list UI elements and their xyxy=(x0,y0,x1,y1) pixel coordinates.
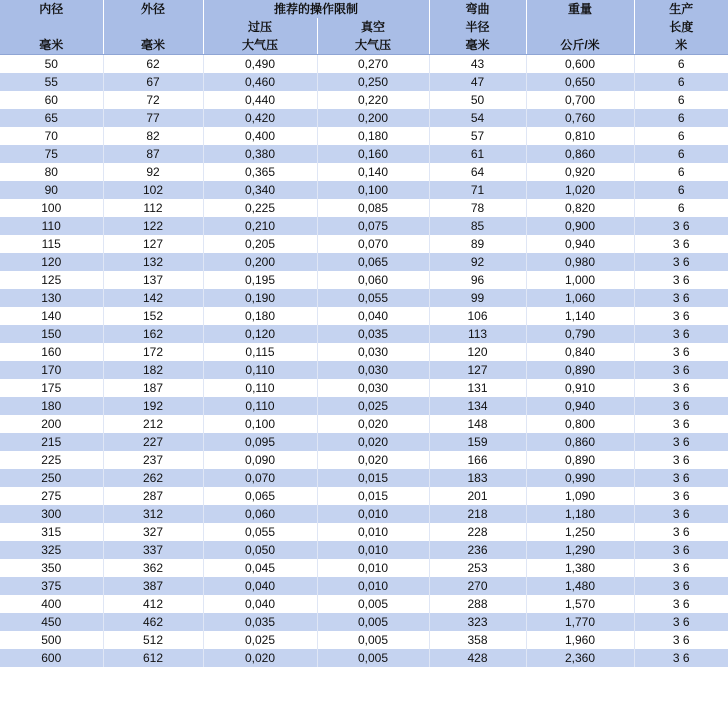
cell-bend-radius: 92 xyxy=(429,253,526,271)
header-operating-limits: 推荐的操作限制 xyxy=(203,0,429,18)
table-row xyxy=(0,541,728,559)
cell-inner-diameter: 350 xyxy=(0,559,103,577)
cell-bend-radius: 288 xyxy=(429,595,526,613)
table-row xyxy=(0,505,728,523)
cell-inner-diameter: 60 xyxy=(0,91,103,109)
table-row xyxy=(0,73,728,91)
cell-vacuum: 0,200 xyxy=(317,109,429,127)
cell-outer-diameter: 212 xyxy=(103,415,203,433)
cell-weight: 1,140 xyxy=(526,307,634,325)
cell-length: 6 xyxy=(634,73,728,91)
cell-weight: 0,650 xyxy=(526,73,634,91)
cell-vacuum: 0,005 xyxy=(317,613,429,631)
table-row xyxy=(0,559,728,577)
cell-vacuum: 0,070 xyxy=(317,235,429,253)
cell-inner-diameter: 50 xyxy=(0,55,103,74)
cell-overpressure: 0,365 xyxy=(203,163,317,181)
cell-bend-radius: 85 xyxy=(429,217,526,235)
cell-bend-radius: 78 xyxy=(429,199,526,217)
cell-vacuum: 0,030 xyxy=(317,343,429,361)
cell-overpressure: 0,100 xyxy=(203,415,317,433)
cell-bend-radius: 218 xyxy=(429,505,526,523)
cell-weight: 0,990 xyxy=(526,469,634,487)
cell-bend-radius: 57 xyxy=(429,127,526,145)
cell-length: 3 6 xyxy=(634,235,728,253)
cell-outer-diameter: 77 xyxy=(103,109,203,127)
cell-weight: 1,380 xyxy=(526,559,634,577)
cell-inner-diameter: 160 xyxy=(0,343,103,361)
cell-overpressure: 0,110 xyxy=(203,379,317,397)
cell-weight: 1,290 xyxy=(526,541,634,559)
cell-vacuum: 0,030 xyxy=(317,361,429,379)
cell-overpressure: 0,400 xyxy=(203,127,317,145)
table-row xyxy=(0,271,728,289)
cell-overpressure: 0,050 xyxy=(203,541,317,559)
header-empty xyxy=(103,18,203,36)
cell-bend-radius: 47 xyxy=(429,73,526,91)
cell-weight: 0,910 xyxy=(526,379,634,397)
cell-vacuum: 0,015 xyxy=(317,469,429,487)
header-radius: 半径 xyxy=(429,18,526,36)
cell-outer-diameter: 102 xyxy=(103,181,203,199)
cell-outer-diameter: 187 xyxy=(103,379,203,397)
cell-weight: 0,700 xyxy=(526,91,634,109)
cell-length: 3 6 xyxy=(634,361,728,379)
cell-inner-diameter: 115 xyxy=(0,235,103,253)
cell-length: 3 6 xyxy=(634,271,728,289)
header-length: 长度 xyxy=(634,18,728,36)
cell-length: 3 6 xyxy=(634,487,728,505)
cell-length: 3 6 xyxy=(634,541,728,559)
cell-weight: 1,060 xyxy=(526,289,634,307)
cell-bend-radius: 253 xyxy=(429,559,526,577)
cell-length: 3 6 xyxy=(634,523,728,541)
cell-outer-diameter: 462 xyxy=(103,613,203,631)
cell-outer-diameter: 512 xyxy=(103,631,203,649)
unit-outer-diameter: 毫米 xyxy=(103,36,203,55)
cell-length: 3 6 xyxy=(634,379,728,397)
cell-bend-radius: 201 xyxy=(429,487,526,505)
cell-overpressure: 0,190 xyxy=(203,289,317,307)
cell-outer-diameter: 127 xyxy=(103,235,203,253)
table-row xyxy=(0,451,728,469)
header-production: 生产 xyxy=(634,0,728,18)
cell-inner-diameter: 315 xyxy=(0,523,103,541)
cell-inner-diameter: 170 xyxy=(0,361,103,379)
cell-length: 3 6 xyxy=(634,451,728,469)
cell-inner-diameter: 450 xyxy=(0,613,103,631)
cell-inner-diameter: 65 xyxy=(0,109,103,127)
cell-outer-diameter: 287 xyxy=(103,487,203,505)
cell-weight: 0,860 xyxy=(526,433,634,451)
cell-outer-diameter: 142 xyxy=(103,289,203,307)
table-row xyxy=(0,145,728,163)
cell-overpressure: 0,205 xyxy=(203,235,317,253)
cell-vacuum: 0,015 xyxy=(317,487,429,505)
cell-overpressure: 0,210 xyxy=(203,217,317,235)
table-row xyxy=(0,235,728,253)
table-row xyxy=(0,379,728,397)
cell-vacuum: 0,075 xyxy=(317,217,429,235)
cell-weight: 1,020 xyxy=(526,181,634,199)
cell-vacuum: 0,005 xyxy=(317,649,429,667)
unit-inner-diameter: 毫米 xyxy=(0,36,103,55)
table-row xyxy=(0,109,728,127)
table-row xyxy=(0,487,728,505)
cell-length: 3 6 xyxy=(634,307,728,325)
cell-length: 6 xyxy=(634,199,728,217)
cell-length: 3 6 xyxy=(634,397,728,415)
table-row xyxy=(0,91,728,109)
cell-inner-diameter: 325 xyxy=(0,541,103,559)
cell-weight: 1,960 xyxy=(526,631,634,649)
table-row xyxy=(0,127,728,145)
cell-overpressure: 0,070 xyxy=(203,469,317,487)
cell-bend-radius: 148 xyxy=(429,415,526,433)
cell-overpressure: 0,195 xyxy=(203,271,317,289)
table-row xyxy=(0,181,728,199)
cell-weight: 0,840 xyxy=(526,343,634,361)
cell-overpressure: 0,090 xyxy=(203,451,317,469)
cell-overpressure: 0,020 xyxy=(203,649,317,667)
cell-vacuum: 0,010 xyxy=(317,541,429,559)
cell-weight: 0,940 xyxy=(526,397,634,415)
cell-overpressure: 0,060 xyxy=(203,505,317,523)
cell-length: 3 6 xyxy=(634,415,728,433)
cell-vacuum: 0,270 xyxy=(317,55,429,74)
cell-inner-diameter: 70 xyxy=(0,127,103,145)
cell-inner-diameter: 375 xyxy=(0,577,103,595)
cell-inner-diameter: 80 xyxy=(0,163,103,181)
cell-outer-diameter: 152 xyxy=(103,307,203,325)
cell-outer-diameter: 137 xyxy=(103,271,203,289)
cell-length: 6 xyxy=(634,55,728,74)
cell-length: 3 6 xyxy=(634,469,728,487)
cell-weight: 0,890 xyxy=(526,451,634,469)
cell-outer-diameter: 192 xyxy=(103,397,203,415)
cell-bend-radius: 71 xyxy=(429,181,526,199)
cell-weight: 1,250 xyxy=(526,523,634,541)
cell-overpressure: 0,440 xyxy=(203,91,317,109)
cell-bend-radius: 50 xyxy=(429,91,526,109)
cell-length: 6 xyxy=(634,145,728,163)
cell-outer-diameter: 337 xyxy=(103,541,203,559)
cell-outer-diameter: 132 xyxy=(103,253,203,271)
cell-weight: 1,770 xyxy=(526,613,634,631)
cell-outer-diameter: 262 xyxy=(103,469,203,487)
cell-bend-radius: 64 xyxy=(429,163,526,181)
cell-vacuum: 0,005 xyxy=(317,595,429,613)
header-units-row xyxy=(0,36,728,55)
cell-inner-diameter: 90 xyxy=(0,181,103,199)
cell-outer-diameter: 612 xyxy=(103,649,203,667)
cell-weight: 2,360 xyxy=(526,649,634,667)
unit-vacuum: 大气压 xyxy=(317,36,429,55)
header-weight: 重量 xyxy=(526,0,634,18)
cell-inner-diameter: 250 xyxy=(0,469,103,487)
cell-outer-diameter: 162 xyxy=(103,325,203,343)
cell-inner-diameter: 300 xyxy=(0,505,103,523)
cell-inner-diameter: 120 xyxy=(0,253,103,271)
cell-length: 3 6 xyxy=(634,433,728,451)
cell-weight: 0,760 xyxy=(526,109,634,127)
cell-vacuum: 0,020 xyxy=(317,451,429,469)
cell-length: 3 6 xyxy=(634,343,728,361)
cell-vacuum: 0,010 xyxy=(317,505,429,523)
cell-bend-radius: 183 xyxy=(429,469,526,487)
cell-length: 6 xyxy=(634,127,728,145)
cell-overpressure: 0,200 xyxy=(203,253,317,271)
cell-outer-diameter: 172 xyxy=(103,343,203,361)
cell-length: 3 6 xyxy=(634,325,728,343)
cell-inner-diameter: 225 xyxy=(0,451,103,469)
unit-overpressure: 大气压 xyxy=(203,36,317,55)
cell-overpressure: 0,380 xyxy=(203,145,317,163)
cell-weight: 1,480 xyxy=(526,577,634,595)
cell-vacuum: 0,025 xyxy=(317,397,429,415)
cell-weight: 0,820 xyxy=(526,199,634,217)
cell-weight: 1,000 xyxy=(526,271,634,289)
cell-overpressure: 0,180 xyxy=(203,307,317,325)
cell-overpressure: 0,040 xyxy=(203,595,317,613)
cell-weight: 0,860 xyxy=(526,145,634,163)
cell-weight: 0,810 xyxy=(526,127,634,145)
cell-vacuum: 0,140 xyxy=(317,163,429,181)
cell-vacuum: 0,160 xyxy=(317,145,429,163)
cell-vacuum: 0,020 xyxy=(317,415,429,433)
cell-outer-diameter: 312 xyxy=(103,505,203,523)
cell-bend-radius: 270 xyxy=(429,577,526,595)
cell-inner-diameter: 175 xyxy=(0,379,103,397)
cell-overpressure: 0,225 xyxy=(203,199,317,217)
table-row xyxy=(0,523,728,541)
cell-inner-diameter: 200 xyxy=(0,415,103,433)
cell-length: 3 6 xyxy=(634,631,728,649)
cell-bend-radius: 428 xyxy=(429,649,526,667)
cell-bend-radius: 89 xyxy=(429,235,526,253)
table-row xyxy=(0,307,728,325)
table-row xyxy=(0,577,728,595)
cell-outer-diameter: 327 xyxy=(103,523,203,541)
cell-length: 6 xyxy=(634,91,728,109)
cell-overpressure: 0,035 xyxy=(203,613,317,631)
cell-vacuum: 0,040 xyxy=(317,307,429,325)
header-overpressure: 过压 xyxy=(203,18,317,36)
cell-inner-diameter: 600 xyxy=(0,649,103,667)
header-row-2 xyxy=(0,18,728,36)
cell-overpressure: 0,065 xyxy=(203,487,317,505)
cell-bend-radius: 127 xyxy=(429,361,526,379)
cell-inner-diameter: 100 xyxy=(0,199,103,217)
cell-inner-diameter: 125 xyxy=(0,271,103,289)
table-row xyxy=(0,433,728,451)
table-row xyxy=(0,199,728,217)
cell-vacuum: 0,055 xyxy=(317,289,429,307)
table-row xyxy=(0,55,728,74)
cell-bend-radius: 134 xyxy=(429,397,526,415)
cell-weight: 0,940 xyxy=(526,235,634,253)
cell-length: 3 6 xyxy=(634,595,728,613)
cell-overpressure: 0,045 xyxy=(203,559,317,577)
table-row xyxy=(0,343,728,361)
cell-overpressure: 0,055 xyxy=(203,523,317,541)
cell-outer-diameter: 67 xyxy=(103,73,203,91)
cell-inner-diameter: 110 xyxy=(0,217,103,235)
cell-inner-diameter: 500 xyxy=(0,631,103,649)
cell-bend-radius: 113 xyxy=(429,325,526,343)
cell-overpressure: 0,340 xyxy=(203,181,317,199)
cell-weight: 1,180 xyxy=(526,505,634,523)
cell-outer-diameter: 237 xyxy=(103,451,203,469)
cell-overpressure: 0,025 xyxy=(203,631,317,649)
cell-vacuum: 0,035 xyxy=(317,325,429,343)
cell-outer-diameter: 112 xyxy=(103,199,203,217)
table-row xyxy=(0,613,728,631)
cell-length: 3 6 xyxy=(634,217,728,235)
table-row xyxy=(0,415,728,433)
table-row xyxy=(0,163,728,181)
cell-vacuum: 0,010 xyxy=(317,577,429,595)
table-row xyxy=(0,325,728,343)
cell-weight: 1,570 xyxy=(526,595,634,613)
cell-bend-radius: 358 xyxy=(429,631,526,649)
table-header xyxy=(0,0,728,55)
cell-length: 3 6 xyxy=(634,289,728,307)
cell-weight: 0,900 xyxy=(526,217,634,235)
table-row xyxy=(0,361,728,379)
cell-vacuum: 0,005 xyxy=(317,631,429,649)
cell-vacuum: 0,010 xyxy=(317,523,429,541)
cell-inner-diameter: 140 xyxy=(0,307,103,325)
cell-vacuum: 0,220 xyxy=(317,91,429,109)
cell-outer-diameter: 227 xyxy=(103,433,203,451)
header-inner-diameter: 内径 xyxy=(0,0,103,18)
cell-overpressure: 0,490 xyxy=(203,55,317,74)
cell-vacuum: 0,250 xyxy=(317,73,429,91)
cell-bend-radius: 99 xyxy=(429,289,526,307)
cell-length: 6 xyxy=(634,163,728,181)
cell-overpressure: 0,095 xyxy=(203,433,317,451)
cell-bend-radius: 43 xyxy=(429,55,526,74)
cell-outer-diameter: 122 xyxy=(103,217,203,235)
cell-overpressure: 0,115 xyxy=(203,343,317,361)
table-row xyxy=(0,649,728,667)
cell-weight: 0,800 xyxy=(526,415,634,433)
cell-inner-diameter: 55 xyxy=(0,73,103,91)
cell-bend-radius: 54 xyxy=(429,109,526,127)
cell-bend-radius: 166 xyxy=(429,451,526,469)
cell-length: 3 6 xyxy=(634,613,728,631)
cell-vacuum: 0,020 xyxy=(317,433,429,451)
cell-outer-diameter: 92 xyxy=(103,163,203,181)
cell-inner-diameter: 180 xyxy=(0,397,103,415)
header-outer-diameter: 外径 xyxy=(103,0,203,18)
cell-weight: 0,980 xyxy=(526,253,634,271)
table-row xyxy=(0,289,728,307)
cell-bend-radius: 120 xyxy=(429,343,526,361)
unit-bend-radius: 毫米 xyxy=(429,36,526,55)
unit-length: 米 xyxy=(634,36,728,55)
cell-outer-diameter: 87 xyxy=(103,145,203,163)
table-body xyxy=(0,55,728,668)
cell-length: 3 6 xyxy=(634,253,728,271)
cell-outer-diameter: 362 xyxy=(103,559,203,577)
cell-vacuum: 0,010 xyxy=(317,559,429,577)
header-row-1 xyxy=(0,0,728,18)
cell-weight: 0,890 xyxy=(526,361,634,379)
unit-weight: 公斤/米 xyxy=(526,36,634,55)
cell-outer-diameter: 62 xyxy=(103,55,203,74)
cell-length: 6 xyxy=(634,181,728,199)
cell-inner-diameter: 400 xyxy=(0,595,103,613)
cell-outer-diameter: 387 xyxy=(103,577,203,595)
cell-vacuum: 0,180 xyxy=(317,127,429,145)
header-bend: 弯曲 xyxy=(429,0,526,18)
cell-vacuum: 0,060 xyxy=(317,271,429,289)
table-row xyxy=(0,253,728,271)
cell-vacuum: 0,085 xyxy=(317,199,429,217)
cell-bend-radius: 96 xyxy=(429,271,526,289)
cell-bend-radius: 159 xyxy=(429,433,526,451)
cell-overpressure: 0,420 xyxy=(203,109,317,127)
cell-overpressure: 0,460 xyxy=(203,73,317,91)
cell-inner-diameter: 275 xyxy=(0,487,103,505)
cell-outer-diameter: 72 xyxy=(103,91,203,109)
table-row xyxy=(0,217,728,235)
cell-length: 6 xyxy=(634,109,728,127)
cell-overpressure: 0,040 xyxy=(203,577,317,595)
cell-inner-diameter: 150 xyxy=(0,325,103,343)
cell-inner-diameter: 215 xyxy=(0,433,103,451)
cell-weight: 0,790 xyxy=(526,325,634,343)
cell-overpressure: 0,110 xyxy=(203,397,317,415)
cell-bend-radius: 61 xyxy=(429,145,526,163)
cell-bend-radius: 106 xyxy=(429,307,526,325)
header-empty xyxy=(526,18,634,36)
cell-bend-radius: 228 xyxy=(429,523,526,541)
cell-outer-diameter: 182 xyxy=(103,361,203,379)
cell-overpressure: 0,120 xyxy=(203,325,317,343)
cell-weight: 0,600 xyxy=(526,55,634,74)
cell-inner-diameter: 75 xyxy=(0,145,103,163)
cell-length: 3 6 xyxy=(634,577,728,595)
table-row xyxy=(0,397,728,415)
cell-length: 3 6 xyxy=(634,559,728,577)
cell-vacuum: 0,030 xyxy=(317,379,429,397)
cell-inner-diameter: 130 xyxy=(0,289,103,307)
cell-bend-radius: 131 xyxy=(429,379,526,397)
cell-length: 3 6 xyxy=(634,649,728,667)
table-row xyxy=(0,631,728,649)
header-vacuum: 真空 xyxy=(317,18,429,36)
table-row xyxy=(0,595,728,613)
cell-vacuum: 0,100 xyxy=(317,181,429,199)
cell-weight: 1,090 xyxy=(526,487,634,505)
table-row xyxy=(0,469,728,487)
cell-bend-radius: 236 xyxy=(429,541,526,559)
cell-outer-diameter: 82 xyxy=(103,127,203,145)
cell-outer-diameter: 412 xyxy=(103,595,203,613)
header-empty xyxy=(0,18,103,36)
cell-weight: 0,920 xyxy=(526,163,634,181)
cell-bend-radius: 323 xyxy=(429,613,526,631)
cell-overpressure: 0,110 xyxy=(203,361,317,379)
cell-vacuum: 0,065 xyxy=(317,253,429,271)
cell-length: 3 6 xyxy=(634,505,728,523)
